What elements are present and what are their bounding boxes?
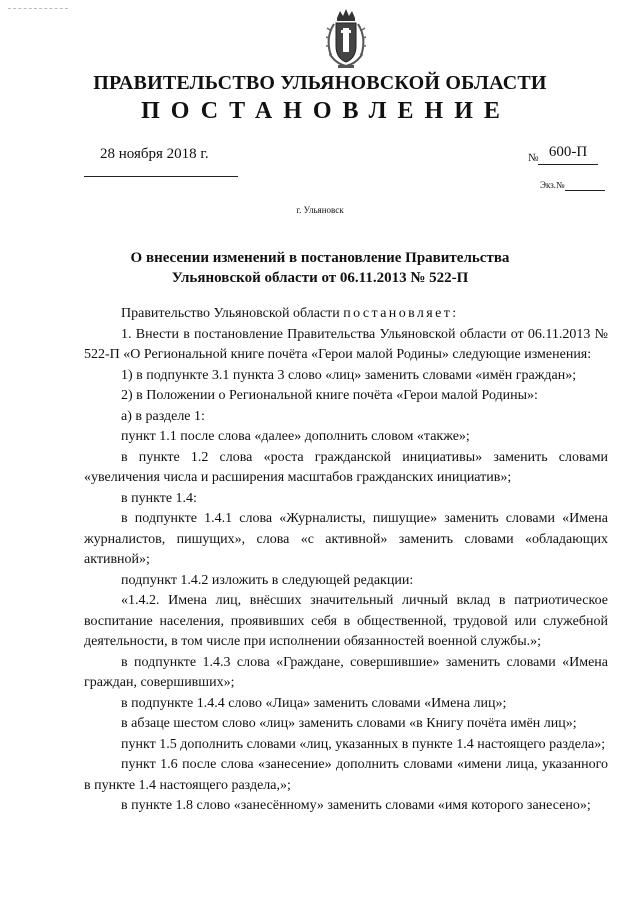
body-intro (84, 304, 608, 325)
body-paragraph: в пункте 1.2 слова «роста гражданской инициативы» заменить словами «увеличения числа и расширения масштабов гражданских инициатив»; (84, 449, 608, 485)
copy-number-label: Экз.№ (540, 180, 565, 190)
body-paragraph: в подпункте 1.4.1 слова «Журналисты, пишущие» заменить словами «Имена журналистов, пишущих», слова «с активной» заменить словами «обладающих активной»; (84, 511, 608, 567)
body-paragraph: в подпункте 1.4.4 слово «Лица» заменить словами «Имена лиц»; (121, 695, 507, 711)
body-paragraph: подпункт 1.4.2 изложить в следующей редакции: (121, 572, 414, 588)
document-date: 28 ноября 2018 г. (100, 146, 209, 162)
body-paragraph: пункт 1.6 после слова «занесение» дополнить словами «имени лица, указанного в пункте 1.4 настоящего раздела,»; (84, 757, 608, 793)
body-paragraph: а) в разделе 1: (121, 408, 205, 424)
government-name: ПРАВИТЕЛЬСТВО УЛЬЯНОВСКОЙ ОБЛАСТИ (93, 72, 547, 94)
document-body (84, 304, 608, 817)
body-paragraph: «1.4.2. Имена лиц, внёсших значительный личный вклад в патриотическое воспитание населения, проявивших себя в общественной, трудовой или служебной деятельности, в том числе при исполнении обязанностей военной службы.»; (84, 593, 608, 649)
copy-number-underline (565, 190, 605, 191)
number-mark: № (528, 152, 539, 164)
body-paragraph: в пункте 1.4: (121, 490, 197, 506)
document-title-line-1: О внесении изменений в постановление Правительства (130, 250, 510, 266)
body-paragraph: 2) в Положении о Региональной книге почёта «Герои малой Родины»: (121, 388, 538, 403)
ulyanovsk-coat-of-arms-icon (323, 8, 369, 70)
number-underline (538, 164, 598, 165)
body-paragraph: в подпункте 1.4.3 слова «Граждане, совершившие» заменить словами «Имена граждан, совершивших»; (84, 654, 608, 690)
intro-prefix: Правительство Ульяновской области (121, 306, 344, 321)
body-paragraph: пункт 1.1 после слова «далее» дополнить словом «также»; (121, 429, 470, 444)
document-number: 600-П (548, 144, 588, 160)
city-name: г. Ульяновск (296, 205, 344, 215)
body-paragraph: в абзаце шестом слово «лиц» заменить словами «в Книгу почёта имён лиц»; (121, 716, 577, 731)
body-paragraph: 1. Внести в постановление Правительства Ульяновской области от 06.11.2013 № 522-П «О Региональной книге почёта «Герои малой Родины» следующие изменения: (84, 326, 608, 362)
date-underline (84, 176, 238, 177)
scan-artifact (8, 8, 68, 9)
body-paragraph: 1) в подпункте 3.1 пункта 3 слово «лиц» заменить словами «имён граждан»; (121, 367, 577, 383)
body-paragraph: в пункте 1.8 слово «занесённому» заменить словами «имя которого занесено»; (121, 798, 591, 813)
intro-resolves: постановляет: (343, 306, 459, 321)
body-paragraph: пункт 1.5 дополнить словами «лиц, указанных в пункте 1.4 настоящего раздела»; (121, 736, 606, 752)
document-title-line-2: Ульяновской области от 06.11.2013 № 522-П (171, 270, 469, 286)
document-type: ПОСТАНОВЛЕНИЕ (141, 98, 511, 124)
document-title (110, 248, 530, 288)
